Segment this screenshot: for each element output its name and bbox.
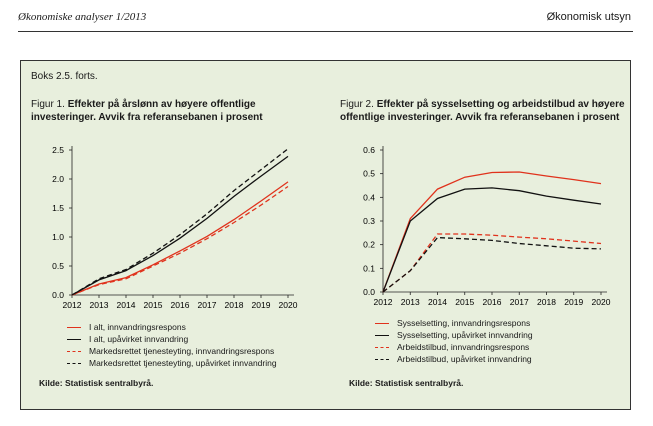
- fig2-legend-label: Sysselsetting, upåvirket innvandring: [397, 330, 533, 340]
- figure-2-title: [340, 98, 625, 124]
- fig2-x-tick-label: 2020: [591, 297, 611, 307]
- fig2-legend-swatch: [375, 359, 389, 360]
- figure-2-heading: Effekter på sysselsetting og arbeidstilbud av høyere offentlige investeringer. Avvik fra referansebanen i prosent: [340, 99, 625, 123]
- fig2-x-tick-label: 2014: [428, 297, 447, 307]
- fig2-y-tick-label: 0.2: [363, 239, 375, 250]
- figure-2-prefix: Figur 2.: [340, 99, 374, 110]
- figure-2-source-label: Kilde:: [349, 378, 373, 388]
- fig2-legend-item: [375, 341, 533, 353]
- page-header-left: Økonomiske analyser 1/2013: [18, 11, 147, 23]
- fig1-x-tick-label: 2012: [62, 300, 82, 310]
- fig1-legend-label: Markedsrettet tjenesteyting, innvandringsrespons: [89, 346, 275, 356]
- figure-2-source: [349, 378, 463, 388]
- fig1-y-tick-label: 2.5: [52, 145, 64, 155]
- fig2-y-tick-label: 0.4: [363, 192, 375, 203]
- fig2-x-tick-label: 2012: [373, 297, 393, 307]
- figure-2-source-text: Statistisk sentralbyrå.: [375, 378, 464, 388]
- figure-1-source-label: Kilde:: [39, 378, 63, 388]
- fig1-y-tick-label: 0.5: [52, 261, 64, 271]
- fig1-legend-swatch: [67, 363, 81, 364]
- fig1-series-4-line: [72, 149, 288, 295]
- fig1-x-tick-label: 2013: [89, 300, 109, 310]
- fig2-y-tick-label: 0.6: [363, 145, 375, 155]
- fig2-series-3-line: [383, 234, 601, 292]
- box-panel: [20, 60, 631, 410]
- fig2-x-tick-label: 2019: [564, 297, 584, 307]
- fig1-legend-label: Markedsrettet tjenesteyting, upåvirket innvandring: [89, 358, 277, 368]
- page-header-right: Økonomisk utsyn: [546, 11, 631, 23]
- fig2-legend-swatch: [375, 335, 389, 336]
- fig1-x-tick-label: 2020: [278, 300, 298, 310]
- fig2-x-tick-label: 2017: [509, 297, 529, 307]
- fig1-x-tick-label: 2019: [251, 300, 271, 310]
- fig1-legend-label: I alt, innvandringsrespons: [89, 322, 186, 332]
- fig1-legend-swatch: [67, 327, 81, 328]
- fig2-legend-label: Sysselsetting, innvandringsrespons: [397, 318, 531, 328]
- fig2-x-tick-label: 2018: [537, 297, 556, 307]
- fig1-legend-swatch: [67, 351, 81, 352]
- fig1-legend-item: [67, 357, 277, 369]
- fig1-legend-item: [67, 345, 277, 357]
- fig2-series-4-line: [383, 238, 601, 292]
- fig1-x-tick-label: 2014: [116, 300, 136, 310]
- fig2-y-tick-label: 0.5: [363, 168, 375, 179]
- fig1-y-tick-label: 0.0: [52, 290, 64, 300]
- figure-1-legend: [67, 321, 277, 369]
- fig1-series-2-line: [72, 156, 288, 295]
- fig2-x-tick-label: 2015: [455, 297, 475, 307]
- header-rule: [18, 31, 633, 32]
- fig2-plot: [363, 145, 611, 307]
- fig2-y-tick-label: 0.0: [363, 287, 375, 297]
- fig2-legend-label: Arbeidstilbud, innvandringsrespons: [397, 342, 530, 352]
- fig1-y-tick-label: 2.0: [52, 174, 64, 184]
- fig2-legend-item: [375, 329, 533, 341]
- fig1-y-tick-label: 1.0: [52, 232, 64, 242]
- fig2-y-tick-label: 0.3: [363, 216, 375, 226]
- fig1-legend-item: [67, 333, 277, 345]
- fig1-plot: [52, 145, 298, 310]
- fig2-legend-item: [375, 353, 533, 365]
- fig1-y-tick-label: 1.5: [52, 203, 64, 213]
- fig2-y-tick-label: 0.1: [363, 263, 375, 274]
- fig1-x-tick-label: 2017: [197, 300, 217, 310]
- fig2-legend-swatch: [375, 347, 389, 348]
- figure-1-source: [39, 378, 153, 388]
- fig1-legend-swatch: [67, 339, 81, 340]
- fig1-x-tick-label: 2015: [143, 300, 163, 310]
- fig2-x-tick-label: 2016: [482, 297, 502, 307]
- fig1-x-tick-label: 2018: [224, 300, 244, 310]
- box-title: Boks 2.5. forts.: [31, 71, 98, 82]
- fig1-legend-label: I alt, upåvirket innvandring: [89, 334, 189, 344]
- fig2-legend-label: Arbeidstilbud, upåvirket innvandring: [397, 354, 532, 364]
- fig2-legend-item: [375, 317, 533, 329]
- fig2-x-tick-label: 2013: [400, 297, 420, 307]
- figure-1-source-text: Statistisk sentralbyrå.: [65, 378, 154, 388]
- figure-2-legend: [375, 317, 533, 365]
- fig1-x-tick-label: 2016: [170, 300, 190, 310]
- fig2-legend-swatch: [375, 323, 389, 324]
- fig2-series-1-line: [383, 172, 601, 292]
- figure-1-heading: Effekter på årslønn av høyere offentlige investeringer. Avvik fra referansebanen i prosent: [31, 99, 263, 123]
- figure-1-prefix: Figur 1.: [31, 99, 65, 110]
- fig1-legend-item: [67, 321, 277, 333]
